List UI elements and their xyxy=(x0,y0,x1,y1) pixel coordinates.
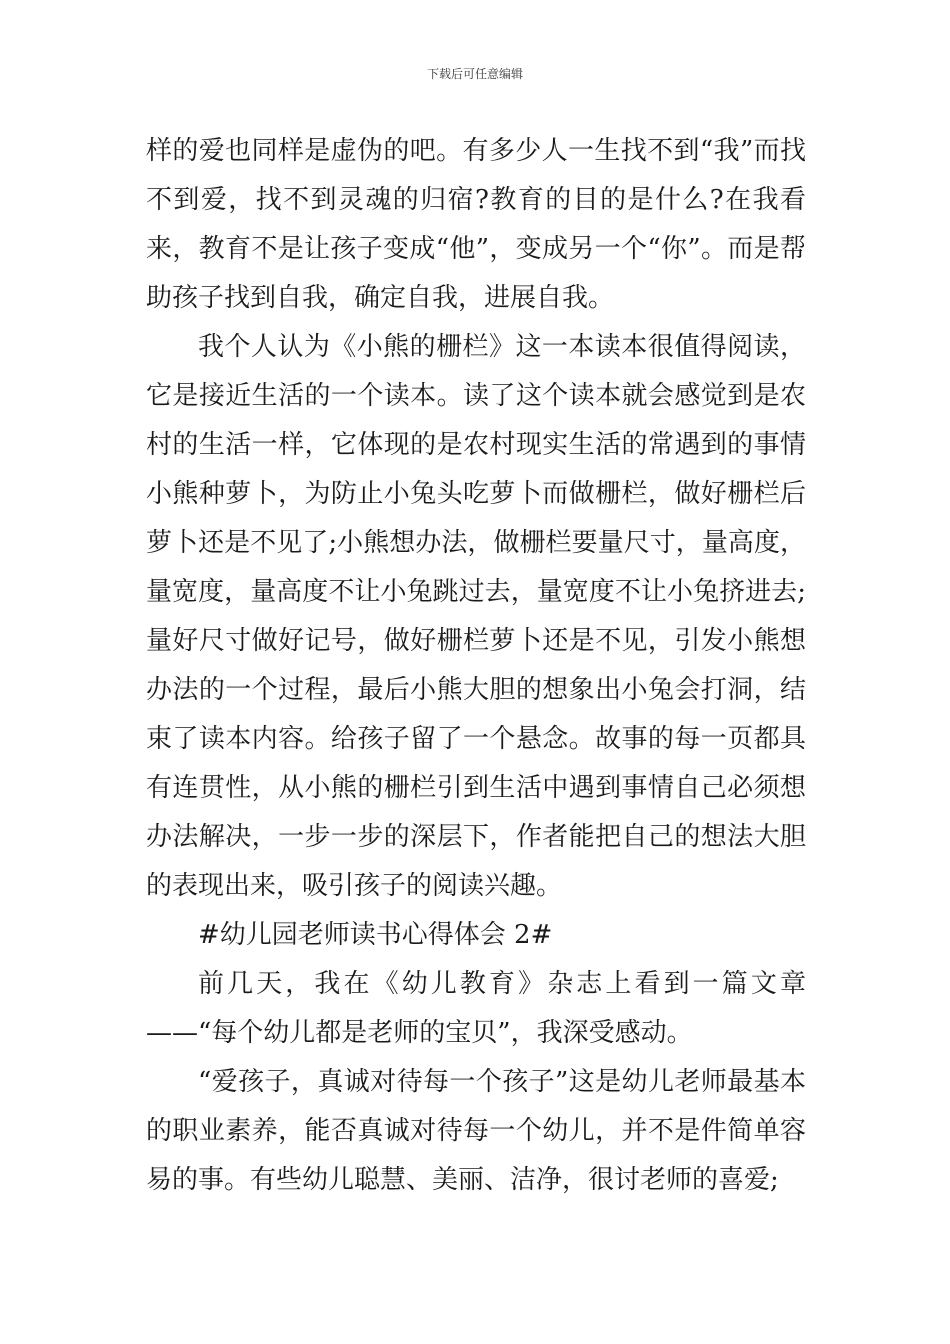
section-heading: #幼儿园老师读书心得体会 2# xyxy=(198,920,553,950)
paragraph-book-review: 我个人认为《小熊的栅栏》这一本读本很值得阅读，它是接近生活的一个读本。读了这个读本就会感觉到是农村的生活一样，它体现的是农村现实生活的常遇到的事情小熊种萝卜，为防止小兔头吃萝卜而做栅栏，做好栅栏后萝卜还是不见了;小熊想办法，做栅栏要量尺寸，量高度，量宽度，量高度不让小兔跳过去，量宽度不让小兔挤进去;量好尺寸做好记号，做好栅栏萝卜还是不见，引发小熊想办法的一个过程，最后小熊大胆的想象出小兔会打洞，结束了读本内容。给孩子留了一个悬念。故事的每一页都具有连贯性，从小熊的栅栏引到生活中遇到事情自己必须想办法解决，一步一步的深层下，作者能把自己的想法大胆的表现出来，吸引孩子的阅读兴趣。 xyxy=(146,332,806,901)
paragraph-love-children: “爱孩子，真诚对待每一个孩子”这是幼儿老师最基本的职业素养，能否真诚对待每一个幼儿，并不是件简单容易的事。有些幼儿聪慧、美丽、洁净，很讨老师的喜爱; xyxy=(146,1067,806,1195)
document-body xyxy=(146,127,806,1205)
paragraph-continuation: 样的爱也同样是虚伪的吧。有多少人一生找不到“我”而找不到爱，找不到灵魂的归宿?教育的目的是什么?在我看来，教育不是让孩子变成“他”，变成另一个“你”。而是帮助孩子找到自我，确定自我，进展自我。 xyxy=(146,136,806,313)
paragraph-intro: 前几天，我在《幼儿教育》杂志上看到一篇文章——“每个幼儿都是老师的宝贝”，我深受感动。 xyxy=(146,969,806,1048)
page-header: 下载后可任意编辑 xyxy=(426,67,523,81)
